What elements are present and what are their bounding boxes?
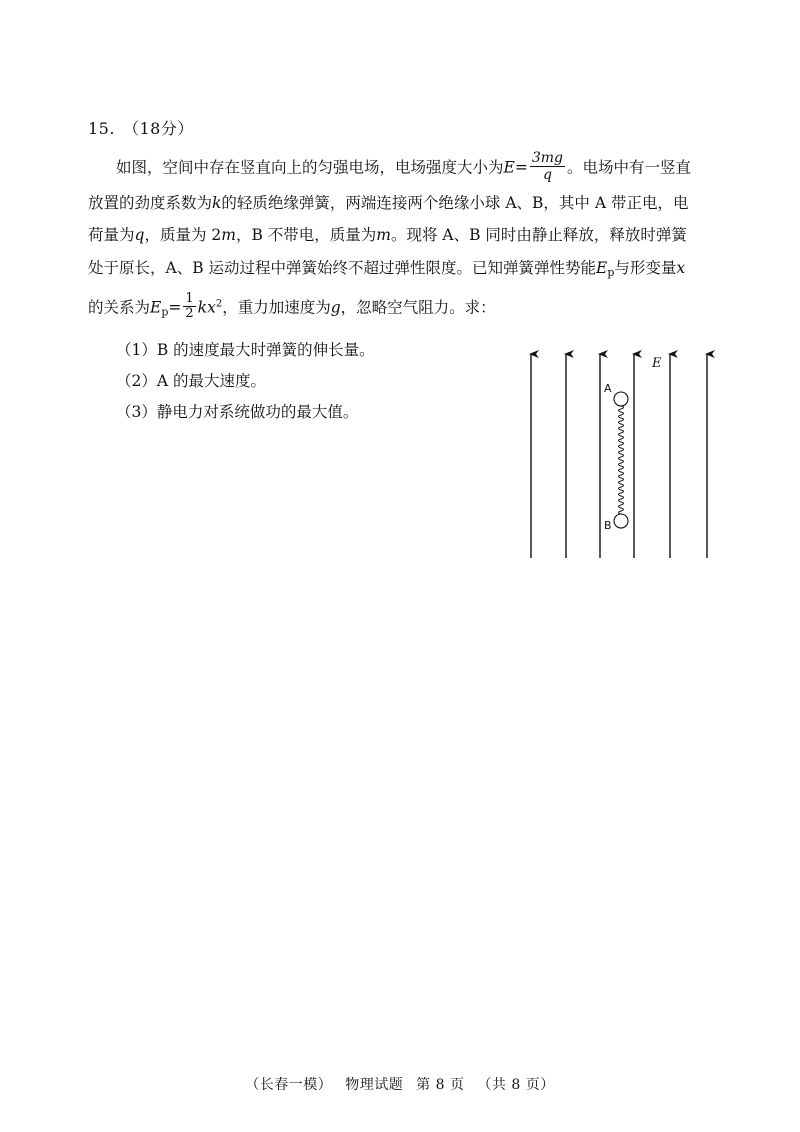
stem-line-3: 荷量为q，质量为 2m，B 不带电，质量为m。现将 A、B 同时由静止释放，释放时弹簧 <box>88 226 687 244</box>
ball-b <box>614 514 628 528</box>
question-score: （18分） <box>122 119 194 138</box>
field-symbol: E <box>503 158 515 177</box>
sub-question-2: （2）A 的最大速度。 <box>116 372 266 390</box>
stem-line-5: 的关系为$E_p=$ $\frac{1}{2}$ $kx^2$，重力加速度为g，忽略空气阻力。求： <box>88 291 496 321</box>
footer-page: 第 8 页 <box>416 1077 465 1093</box>
field-spring-figure <box>520 348 730 563</box>
ball-a-label: A <box>604 382 612 395</box>
field-label: E <box>652 356 662 371</box>
stem-line-4: 处于原长，A、B 运动过程中弹簧始终不超过弹性限度。已知弹簧弹性势能$E_p$与形变量x <box>88 259 686 279</box>
sub-question-3: （3）静电力对系统做功的最大值。 <box>116 403 359 421</box>
stem-line-1: 如图，空间中存在竖直向上的匀强电场，电场强度大小为E= $\frac{3mg}{q}$ 。电场中有一竖直 <box>116 150 692 183</box>
footer-exam: （长春一模） <box>245 1077 333 1093</box>
question-number: 15. <box>88 119 115 138</box>
field-diagram <box>520 348 730 563</box>
half-fraction: $\frac{1}{2}$ <box>185 291 194 321</box>
sub-question-1: （1）B 的速度最大时弹簧的伸长量。 <box>116 341 375 359</box>
page-footer <box>0 1074 800 1094</box>
stem-line-2: 放置的劲度系数为k的轻质绝缘弹簧，两端连接两个绝缘小球 A、B，其中 A 带正电，电 <box>88 194 689 212</box>
question-header <box>88 116 194 139</box>
footer-total: （共 8 页） <box>477 1077 555 1093</box>
field-fraction: $\frac{3mg}{q}$ <box>531 150 563 183</box>
ball-a <box>614 392 628 406</box>
spring-coil <box>619 406 624 526</box>
footer-subject: 物理试题 <box>345 1077 404 1093</box>
ball-b-label: B <box>604 519 612 532</box>
